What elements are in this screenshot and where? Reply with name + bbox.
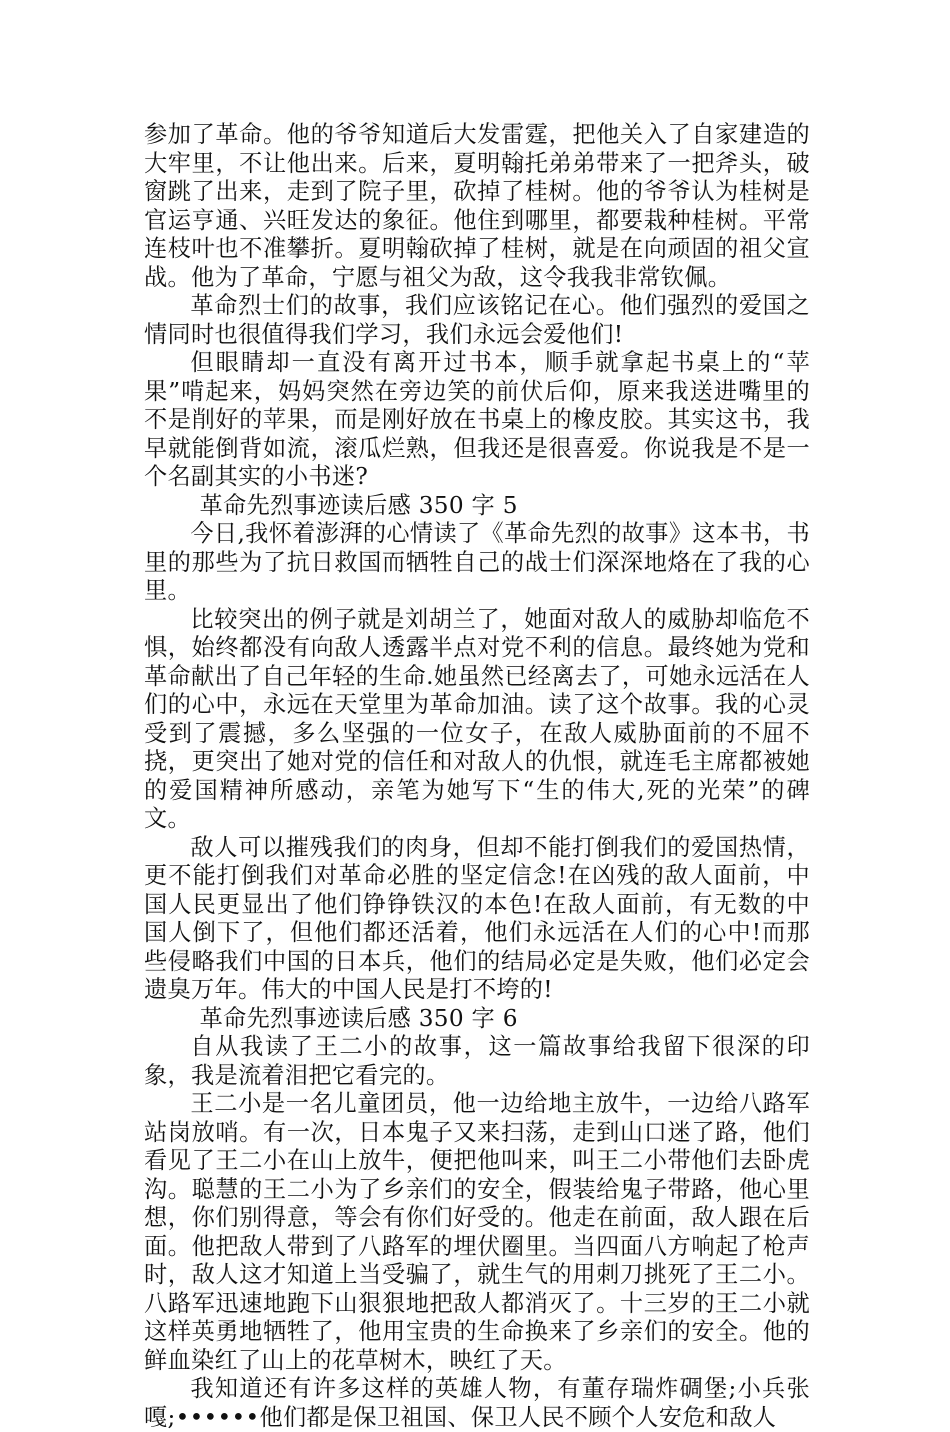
paragraph-continuation: 参加了革命。他的爷爷知道后大发雷霆，把他关入了自家建造的大牢里，不让他出来。后来，夏明翰托弟弟带来了一把斧头，破窗跳了出来，走到了院子里，砍掉了桂树。他的爷爷认为桂树是官运亨通、兴旺发达的象征。他住到哪里，都要栽种桂树。平常连枝叶也不准攀折。夏明翰砍掉了桂树，就是在向顽固的祖父宣战。他为了革命，宁愿与祖父为敌，这令我我非常钦佩。: [144, 121, 810, 291]
document-body: [144, 121, 810, 1432]
paragraph: 敌人可以摧残我们的肉身，但却不能打倒我们的爱国热情，更不能打倒我们对革命必胜的坚定信念!在凶残的敌人面前，中国人民更显出了他们铮铮铁汉的本色!在敌人面前，有无数的中国人倒下了，但他们都还活着，他们永远活在人们的心中!而那些侵略我们中国的日本兵，他们的结局必定是失败，他们必定会遗臭万年。伟大的中国人民是打不垮的!: [144, 833, 810, 1003]
paragraph: 我知道还有许多这样的英雄人物，有董存瑞炸碉堡;小兵张嘎;••••••他们都是保卫祖国、保卫人民不顾个人安危和敌人: [144, 1375, 810, 1431]
paragraph: 但眼睛却一直没有离开过书本，顺手就拿起书桌上的“苹果”啃起来，妈妈突然在旁边笑的前伏后仰，原来我送进嘴里的不是削好的苹果，而是刚好放在书桌上的橡皮胶。其实这书，我早就能倒背如流，滚瓜烂熟，但我还是很喜爱。你说我是不是一个名副其实的小书迷?: [144, 349, 810, 490]
paragraph: 自从我读了王二小的故事，这一篇故事给我留下很深的印象，我是流着泪把它看完的。: [144, 1033, 810, 1089]
section-heading: 革命先烈事迹读后感 350 字 6: [199, 1004, 518, 1032]
paragraph: 王二小是一名儿童团员，他一边给地主放牛，一边给八路军站岗放哨。有一次，日本鬼子又来扫荡，走到山口迷了路，他们看见了王二小在山上放牛，便把他叫来，叫王二小带他们去卧虎沟。聪慧的王二小为了乡亲们的安全，假装给鬼子带路，他心里想，你们别得意，等会有你们好受的。他走在前面，敌人跟在后面。他把敌人带到了八路军的埋伏圈里。当四面八方响起了枪声时，敌人这才知道上当受骗了，就生气的用刺刀挑死了王二小。八路军迅速地跑下山狠狠地把敌人都消灭了。十三岁的王二小就这样英勇地牺牲了，他用宝贵的生命换来了乡亲们的安全。他的鲜血染红了山上的花草树木，映红了天。: [144, 1090, 810, 1374]
paragraph: 比较突出的例子就是刘胡兰了，她面对敌人的威胁却临危不惧，始终都没有向敌人透露半点对党不利的信息。最终她为党和革命献出了自己年轻的生命.她虽然已经离去了，可她永远活在人们的心中，永远在天堂里为革命加油。读了这个故事。我的心灵受到了震撼，多么坚强的一位女子，在敌人威胁面前的不屈不挠，更突出了她对党的信任和对敌人的仇恨，就连毛主席都被她的爱国精神所感动，亲笔为她写下“生的伟大,死的光荣”的碑文。: [144, 605, 810, 832]
paragraph: 今日,我怀着澎湃的心情读了《革命先烈的故事》这本书，书里的那些为了抗日救国而牺牲自己的战士们深深地烙在了我的心里。: [144, 520, 810, 604]
paragraph: 革命烈士们的故事，我们应该铭记在心。他们强烈的爱国之情同时也很值得我们学习，我们永远会爱他们!: [144, 292, 810, 348]
section-heading: 革命先烈事迹读后感 350 字 5: [199, 491, 518, 519]
